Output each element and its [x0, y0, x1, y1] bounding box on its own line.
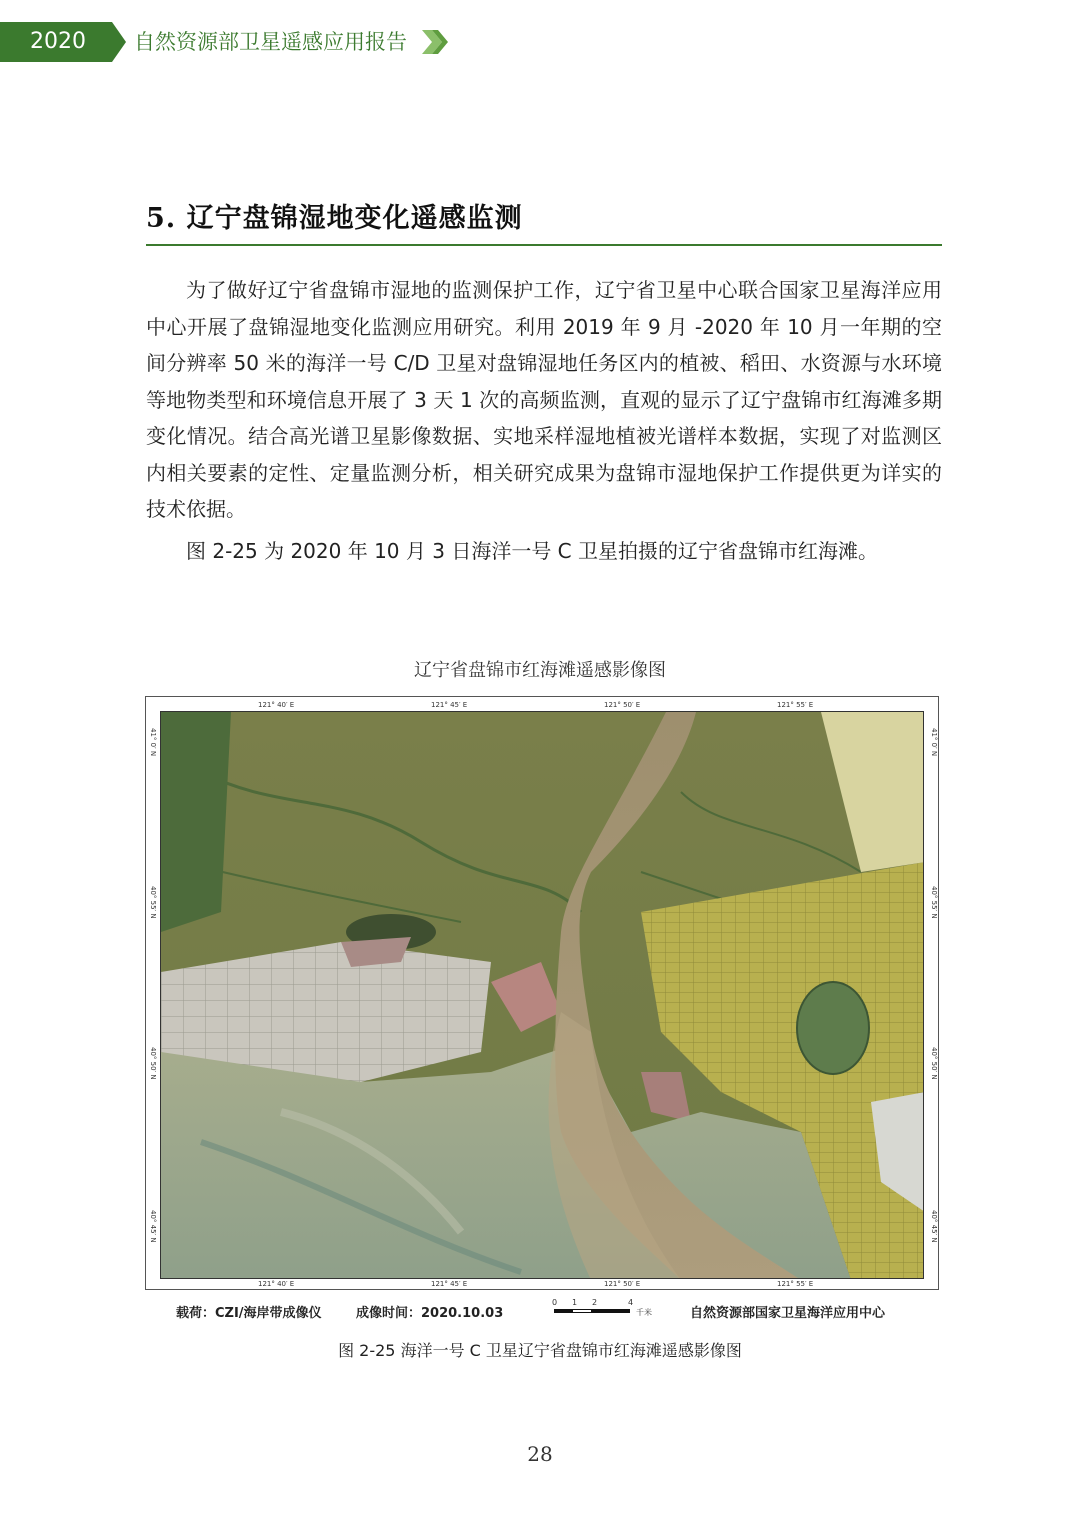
lon-tick-top-1: 121° 40′ E	[258, 701, 295, 709]
scale-bar	[552, 1298, 682, 1320]
header-report-title: 自然资源部卫星遥感应用报告	[134, 30, 407, 54]
figure-caption: 图 2-25 海洋一号 C 卫星辽宁省盘锦市红海滩遥感影像图	[338, 1341, 742, 1360]
lon-tick-bottom-1: 121° 40′ E	[258, 1280, 295, 1288]
scale-unit: 千米	[636, 1308, 652, 1317]
legend-agency: 自然资源部国家卫星海洋应用中心	[690, 1306, 886, 1321]
header-year-notch	[112, 22, 126, 62]
lat-tick-right-3: 40° 50′ N	[930, 1047, 938, 1080]
map-title: 辽宁省盘锦市红海滩遥感影像图	[414, 660, 666, 681]
lon-tick-bottom-3: 121° 50′ E	[604, 1280, 641, 1288]
scale-label-0: 0	[552, 1298, 558, 1307]
lat-tick-left-2: 40° 55′ N	[149, 886, 157, 919]
lat-tick-right-4: 40° 45′ N	[930, 1210, 938, 1243]
body-paragraph-2: 图 2-25 为 2020 年 10 月 3 日海洋一号 C 卫星拍摄的辽宁省盘锦市红海滩。	[186, 539, 879, 563]
section-title: 5. 辽宁盘锦湿地变化遥感监测	[146, 203, 523, 234]
scale-label-4: 4	[628, 1298, 634, 1307]
lat-tick-left-4: 40° 45′ N	[149, 1210, 157, 1243]
body-paragraph-1: 为了做好辽宁省盘锦市湿地的监测保护工作，辽宁省卫星中心联合国家卫星海洋应用中心开展了盘锦湿地变化监测应用研究。利用 2019 年 9 月 -2020 年 10 月一年期的空间分辨率 50 米的海洋一号 C/D 卫星对盘锦湿地任务区内的植被、稻田、水资源与水环境等地物类型和环境信息开展了 3 天 1 次的高频监测，直观的显示了辽宁盘锦市红海滩多期变化情况。结合高光谱卫星影像数据、实地采样湿地植被光谱样本数据，实现了对监测区内相关要素的定性、定量监测分析，相关研究成果为盘锦市湿地保护工作提供更为详实的技术依据。	[146, 278, 942, 521]
lon-tick-top-3: 121° 50′ E	[604, 701, 641, 709]
scale-segment-1	[554, 1309, 572, 1313]
scale-label-2: 2	[592, 1298, 598, 1307]
lat-tick-right-1: 41° 0′ N	[930, 728, 938, 757]
legend-image-time: 成像时间：2020.10.03	[356, 1306, 504, 1321]
section-divider	[146, 244, 942, 246]
scale-segment-2	[572, 1309, 592, 1313]
lon-tick-bottom-2: 121° 45′ E	[431, 1280, 468, 1288]
scale-segment-3	[592, 1309, 630, 1313]
scale-label-1: 1	[572, 1298, 578, 1307]
lon-tick-top-2: 121° 45′ E	[431, 701, 468, 709]
satellite-image	[160, 711, 924, 1279]
double-chevron-icon	[420, 28, 450, 56]
page-number: 28	[527, 1442, 553, 1466]
page-header	[0, 22, 520, 94]
satellite-image-graphic	[161, 712, 924, 1279]
legend-payload: 载荷：CZI/海岸带成像仪	[176, 1306, 322, 1321]
lon-tick-top-4: 121° 55′ E	[777, 701, 814, 709]
lat-tick-right-2: 40° 55′ N	[930, 886, 938, 919]
header-year: 2020 年	[0, 22, 112, 62]
lon-tick-bottom-4: 121° 55′ E	[777, 1280, 814, 1288]
lat-tick-left-3: 40° 50′ N	[149, 1047, 157, 1080]
lat-tick-left-1: 41° 0′ N	[149, 728, 157, 757]
